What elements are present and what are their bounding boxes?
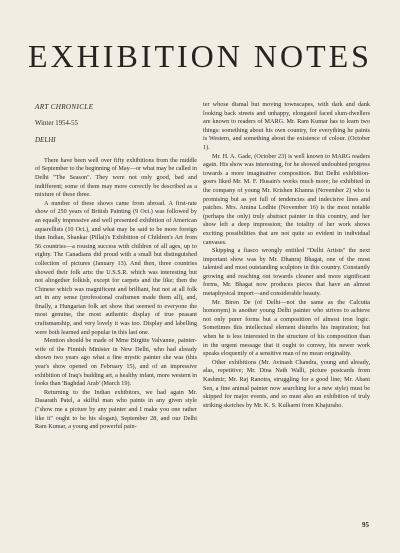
paragraph: A number of these shows came from abroad. A first-rate show of 250 years of British Painting (9 Oct.) was followed by an equally impressive and well presented exhibition of American aquarellists (10 Oct.), and what may be said to be more foreign than Indian, Shankar (Pillai)'s Exhibition of Children's Art from 56 countries—a rousing success with children of all ages, up to eighty. The Canadians did proud with a small but distinguished collection of pictures (January 13). And then, three countries showed their folk arts: the U.S.S.R. which was interesting but not altogether folkish, except for carpets and the like; then the Chinese which was magnificent and brilliant, but not at all folk art in any sense (professional craftsmen made them all), and, finally, a Hungarian folk art show that seemed to everyone the most genuine, the most authentic display of true peasant craftsmanship, and very lovely it was too. Display and labelling were both learned and popular in this last one.	[35, 199, 197, 336]
paragraph: Skipping a fiasco wrongly entitled "Delhi Artists" the next important show was by Mr. Dhanraj Bhagat, one of the most talented and most outstanding sculptors in this country. Constantly growing and reaching out towards cleaner and more significant forms, Mr. Bhagat now produces pieces that have an almost metaphysical import—and considerable beauty.	[203, 247, 370, 298]
page-masthead: EXHIBITION NOTES	[28, 38, 372, 74]
left-body	[35, 157, 197, 432]
city-heading: DELHI	[35, 136, 56, 145]
paragraph: Mention should be made of Mme Birgitte Valvanne, painter-wife of the Finnish Minister in New Delhi, who had already shown two years ago what a fine mystic painter she was (this year's show opened on February 15), and of an impressive exhibition of Iraq's budding art, a healthy infant, more western in looks than 'Baghdad Arab' (March 19).	[35, 337, 197, 388]
paragraph: Mr. Biren De (of Delhi—not the same as the Calcutta homonym) is another young Delhi painter who strives to achieve not only purer forms but a composition of almost iron logic. Sometimes this intellectual element disturbs his inspiration; but when he is less interested in the structure of his composition than in the urgent message that it ought to convey, his newer work speaks eloquently of a sensitive man of no mean originality.	[203, 298, 370, 358]
page-number: 95	[362, 521, 369, 529]
paragraph: ter whose dismal but moving townscapes, with dark and dank looking back streets and unhappy, elongated faced slum-dwellers are known to readers of MARG. Mr. Ram Kumar has to learn two things: something about his own country, for everything he paints is Western, and something about the existence of colour. (October 1).	[203, 101, 370, 151]
section-title: ART CHRONICLE	[35, 103, 94, 111]
paragraph: Mr. H. A. Gade, (October 23) is well known to MARG readers again. His show was interesting, for he showed undoubted progress towards a more imaginative composition. But Delhi exhibition-goers liked Mr. M. F. Husain's works much more; he exhibited in the company of young Mr. Krishen Khanna (November 2) who is promising but as yet full of tendencies and indecisive lines and patches. Mrs. Amina Lodhie (November 16) is the most notable (perhaps the only) truly abstract painter in this country, and her show left a deep impression; the totality of her work shows exciting possibilities that are not quite so evident in individual canvases.	[203, 152, 370, 246]
paragraph: Returning to the Indian exhibitors, we had again Mr. Dasarath Patel, a skilful man who paints in any given style ("show me a picture by any painter and I make you one rather like it" ought to be his slogan), September 28, and our Delhi Ram Kumar, a young and powerful pain-	[35, 388, 197, 431]
right-column	[203, 101, 370, 410]
paragraph: There have been well over fifty exhibitions from the middle of September to the beginning of May—or what may be called in Delhi "The Season". They were not only good, bad and indifferent; some of them may more correctly be described as a mixture of these three.	[35, 156, 197, 199]
date-line: Winter 1954-55	[35, 119, 78, 127]
left-column	[35, 102, 197, 432]
paragraph: Other exhibitions (Mr. Avinash Chandra, young and already, alas, repetitive; Mr. Dina Nath Walli, picture postcards from Kashmir; Mr. Raj Ranotra, struggling for a good line; Mr. Abani Sen, a fine animal painter now searching for a new style) must be skipped for major events, and so must also an exhibition of truly striking sketches by Mr. K. S. Kulkarni from Khajuraho.	[203, 358, 370, 409]
